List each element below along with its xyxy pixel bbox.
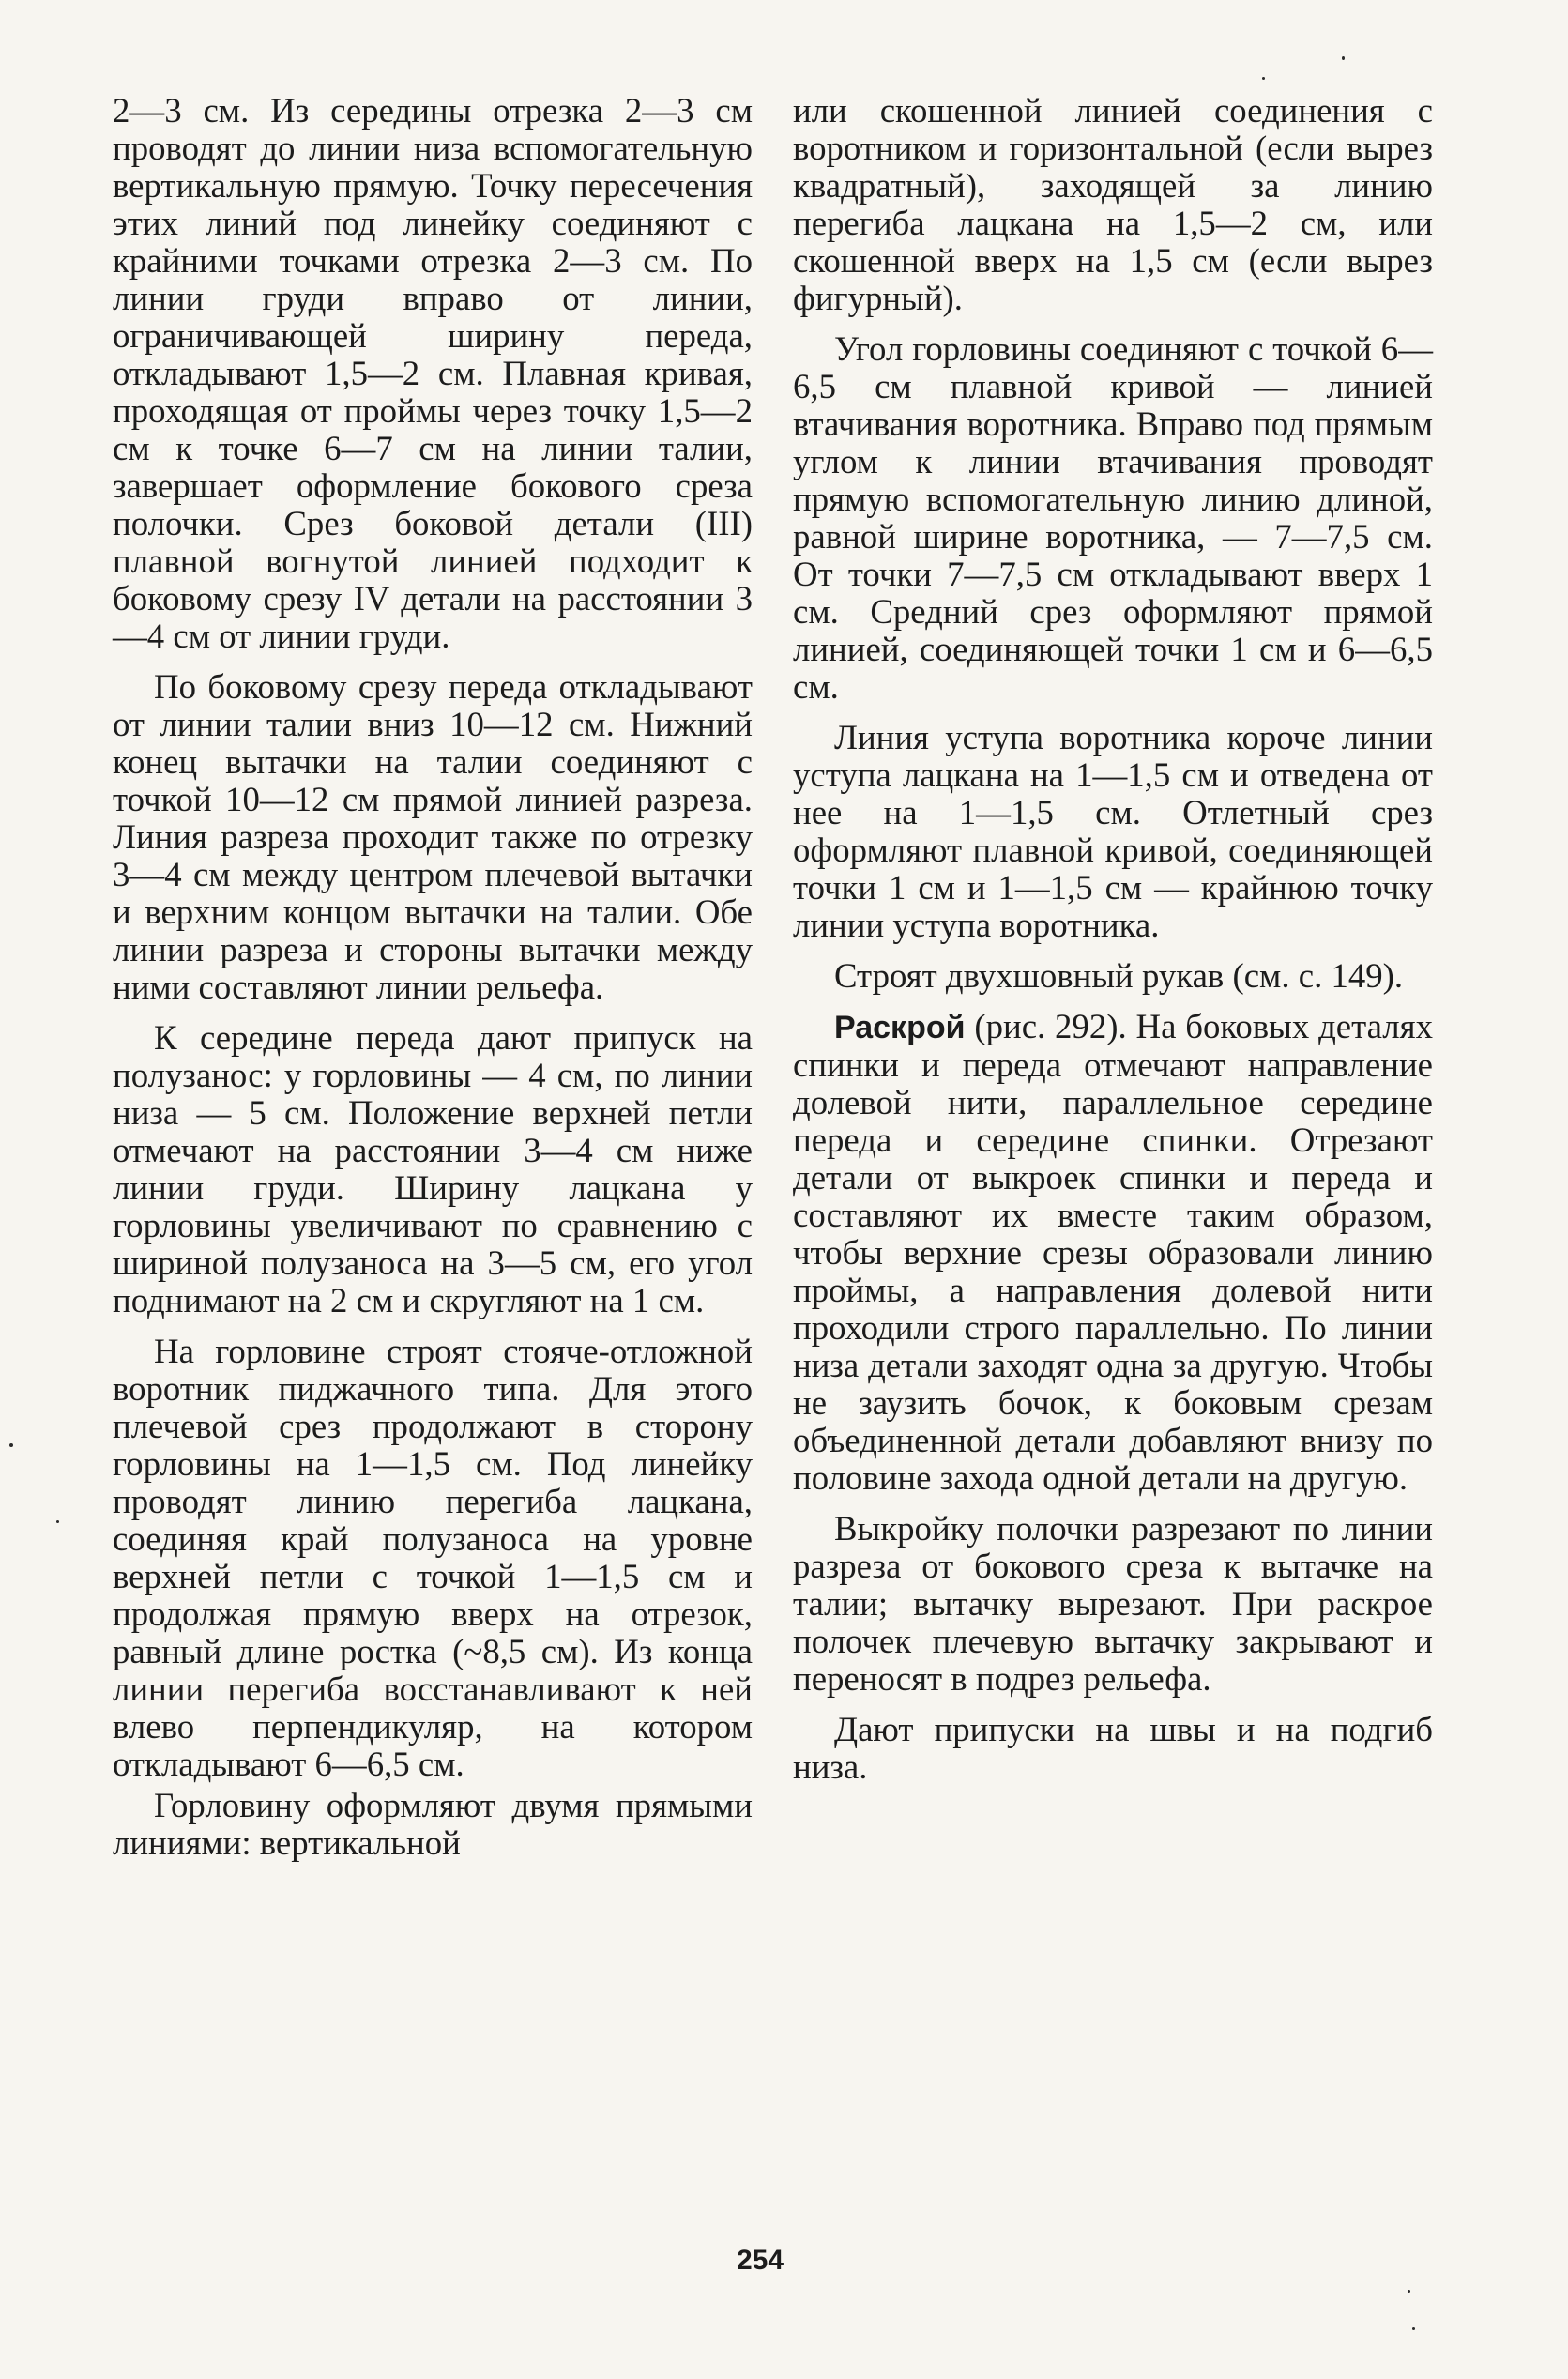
paragraph: На горловине строят стояче-отложной воротник пиджачного типа. Для этого плечевой срез продолжают в сторону горловины на 1—1,5 см. Под линейку проводят линию перегиба лацкана, соединяя край полузаноса на уровне верхней петли с точкой 1—1,5 см и продолжая прямую вверх на отрезок, равный длине ростка (~8,5 см). Из конца линии перегиба восстанавливают к ней влево перпендикуляр, на котором откладывают 6—6,5 см. xyxy=(113,1332,753,1783)
left-text-column xyxy=(113,92,753,1875)
paragraph: или скошенной линией соединения с воротником и горизонтальной (если вырез квадратный), заходящей за линию перегиба лацкана на 1,5—2 см, или скошенной вверх на 1,5 см (если вырез фигурный). xyxy=(793,91,1433,317)
right-text-column xyxy=(793,92,1433,1799)
paragraph: К середине переда дают припуск на полузанос: у горловины — 4 см, по линии низа — 5 см. Положение верхней петли отмечают на расстоянии 3—4 см ниже линии груди. Ширину лацкана у горловины увеличивают по сравнению с шириной полузаноса на 3—5 см, его угол поднимают на 2 см и скругляют на 1 см. xyxy=(113,1018,753,1319)
page-number: 254 xyxy=(736,2245,784,2276)
scan-speck xyxy=(1342,56,1345,60)
paragraph: Дают припуски на швы и на подгиб низа. xyxy=(793,1710,1433,1786)
paragraph: Угол горловины соединяют с точкой 6—6,5 см плавной кривой — линией втачивания воротника. Вправо под прямым углом к линии втачивания проводят прямую вспомогательную линию длиной, равной ширине воротника, — 7—7,5 см. От точки 7—7,5 см откладывают вверх 1 см. Средний срез оформляют прямой линией, соединяющей точки 1 см и 6—6,5 см. xyxy=(793,329,1433,706)
section-paragraph xyxy=(793,1008,1433,1497)
paragraph: Линия уступа воротника короче линии уступа лацкана на 1—1,5 см и отведена от нее на 1—1,5 см. Отлетный срез оформляют плавной кривой, соединяющей точки 1 см и 1—1,5 см — крайнюю точку линии уступа воротника. xyxy=(793,718,1433,944)
paragraph: По боковому срезу переда откладывают от линии талии вниз 10—12 см. Нижний конец вытачки на талии соединяют с точкой 10—12 см прямой линией разреза. Линия разреза проходит также по отрезку 3—4 см между центром плечевой вытачки и верхним концом вытачки на талии. Обе линии разреза и стороны вытачки между ними составляют линии рельефа. xyxy=(113,667,753,1006)
scan-speck xyxy=(1408,2290,1410,2293)
paragraph: Строят двухшовный рукав (см. с. 149). xyxy=(834,956,1404,995)
section-text: (рис. 292). На боковых деталях спинки и переда отмечают направление долевой нити, параллельное середине переда и середине спинки. Отрезают детали от выкроек спинки и переда и составляют их вместе таким образом, чтобы верхние срезы образовали линию проймы, а направления долевой нити проходили строго параллельно. По линии низа детали заходят одна за другую. Чтобы не заузить бочок, к боковым срезам объединенной детали добавляют внизу по половине захода одной детали на другую. xyxy=(793,1007,1433,1497)
scan-speck xyxy=(1262,77,1265,80)
scan-speck xyxy=(56,1520,59,1523)
scan-speck xyxy=(1412,2327,1415,2330)
scan-speck xyxy=(9,1443,13,1447)
paragraph: 2—3 см. Из середины отрезка 2—3 см проводят до линии низа вспомогательную вертикальную прямую. Точку пересечения этих линий под линейку соединяют с крайними точками отрезка 2—3 см. По линии груди вправо от линии, ограничивающей ширину переда, откладывают 1,5—2 см. Плавная кривая, проходящая от проймы через точку 1,5—2 см к точке 6—7 см на линии талии, завершает оформление бокового среза полочки. Срез боковой детали (III) плавной вогнутой линией подходит к боковому срезу IV детали на расстоянии 3—4 см от линии груди. xyxy=(113,91,753,655)
paragraph: Выкройку полочки разрезают по линии разреза от бокового среза к вытачке на талии; вытачку вырезают. При раскрое полочек плечевую вытачку закрывают и переносят в подрез рельефа. xyxy=(793,1509,1433,1698)
section-heading: Раскрой xyxy=(834,1010,966,1045)
paragraph: Горловину оформляют двумя прямыми линиями: вертикальной xyxy=(113,1786,753,1862)
